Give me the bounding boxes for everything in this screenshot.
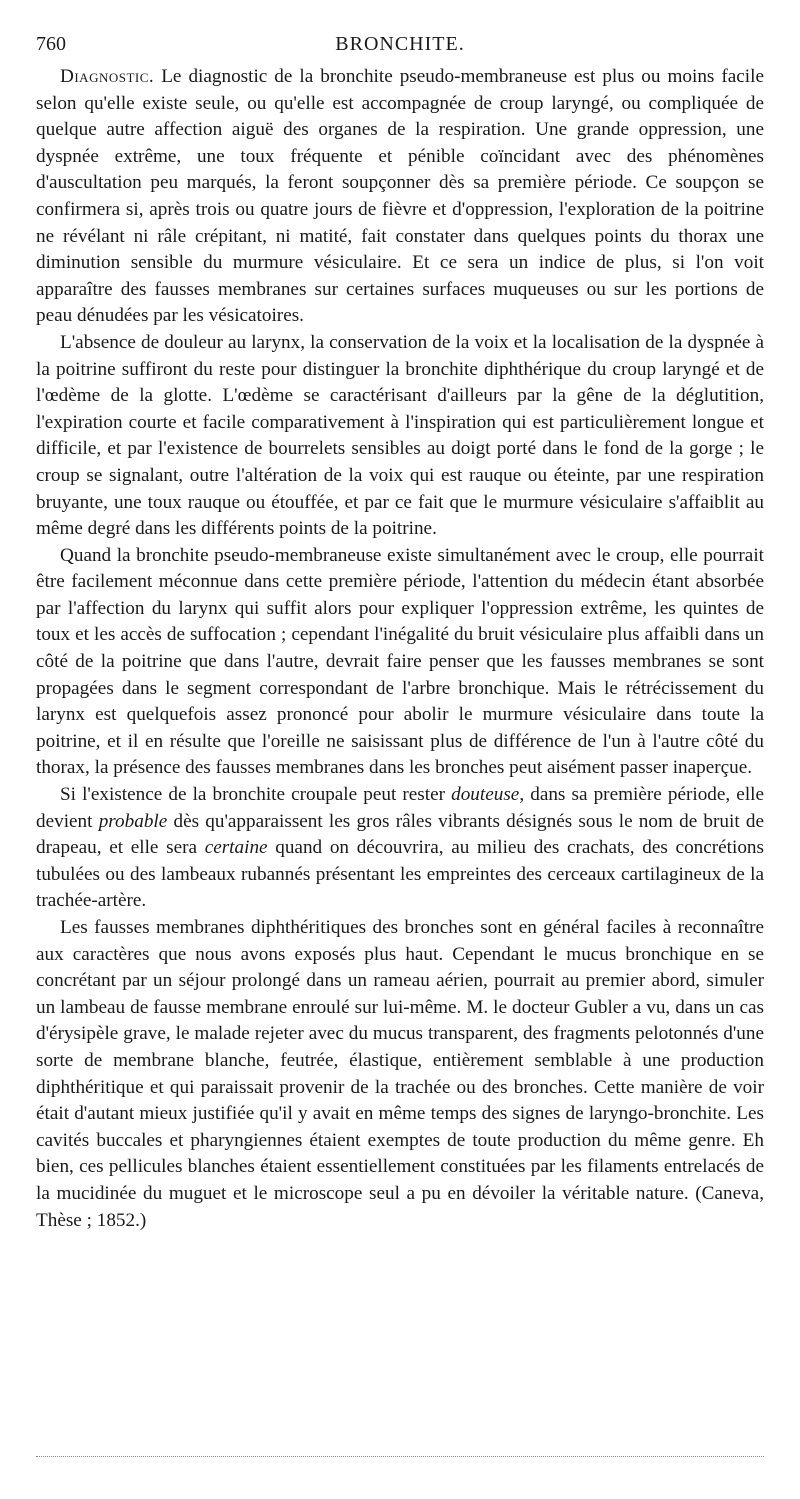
paragraph-differential — [36, 330, 764, 543]
running-head — [36, 30, 764, 58]
italic-term: certaine — [204, 837, 268, 859]
paragraph-text: Si l'existence de la bronchite croupale peut rester — [60, 784, 452, 806]
paragraph-text: L'absence de douleur au larynx, la conservation de la voix et la localisation de la dyspnée à la poitrine suffiront du reste pour distinguer la bronchite diphthérique du croup laryngé et de l'œdème de la glotte. L'œdème se caractérisant d'ailleurs par la gêne de la déglutition, l'expiration courte et facile comparativement à l'inspiration qui est particulièrement longue et difficile, et par l'existence de bourrelets sensibles au doigt porté dans le fond de la gorge ; le croup se signalant, outre l'altération de la voix qui est rauque ou éteinte, par une respiration bruyante, une toux rauque ou étouffée, et par ce fait que le murmure vésiculaire s'affaiblit au même degré dans les différents points de la poitrine. — [36, 331, 764, 540]
page-bottom-rule — [36, 1456, 764, 1457]
paragraph-text: Le diagnostic de la bronchite pseudo-membraneuse est plus ou moins facile selon qu'elle existe seule, ou qu'elle est accompagnée de croup laryngé, ou compliquée de quelque autre affection aiguë des organes de la respiration. Une grande oppression, une dyspnée extrême, une toux fréquente et pénible coïncidant avec des phénomènes d'auscultation peu marqués, la feront soupçonner dès sa première période. Ce soupçon se confirmera si, après trois ou quatre jours de fièvre et d'oppression, l'exploration de la poitrine ne révélant ni râle crépitant, ni matité, fait constater dans quelques points du thorax une diminution sensible du murmure vésiculaire. Et ce sera un indice de plus, si l'on voit apparaître des fausses membranes sur certaines surfaces muqueuses ou sur les portions de peau dénudées par les vésicatoires. — [36, 66, 764, 327]
paragraph-text: Les fausses membranes diphthéritiques des bronches sont en général faciles à reconnaître aux caractères que nous avons exposés plus haut. Cependant le mucus bronchique en se concrétant par un séjour prolongé dans un rameau aérien, pourrait au premier abord, simuler un lambeau de fausse membrane enroulé sur lui-même. M. le docteur Gubler a vu, dans un cas d'érysipèle grave, le malade rejeter avec du mucus transparent, des fragments pelotonnés d'une sorte de membrane blanche, feutrée, élastique, entièrement semblable à une production diphthéritique et qui paraissait provenir de la trachée ou des bronches. Cette manière de voir était d'autant mieux justifiée qu'il y avait en même temps des signes de laryngo-bronchite. Les cavités buccales et pharyngiennes étaient exemptes de toute production du même genre. Eh bien, ces pellicules blanches étaient essentiellement constituées par les filaments entrelacés de la mucidinée du muguet et le microscope seul a pu en dévoiler la véritable nature. (Caneva, Thèse ; 1852.) — [36, 917, 764, 1231]
italic-term: douteuse — [451, 784, 520, 806]
page-number: 760 — [36, 33, 66, 55]
paragraph-diagnostic — [36, 64, 764, 330]
paragraph-text: dès qu'apparaissent les gros râles vibrants désignés sous le nom de bruit de drapeau, et elle sera — [36, 810, 764, 859]
italic-term: probable — [98, 810, 168, 832]
running-title: BRONCHITE. — [335, 33, 465, 55]
paragraph-false-membranes — [36, 915, 764, 1234]
page — [36, 30, 764, 1234]
paragraph-certainty — [36, 782, 764, 915]
paragraph-text: , dans sa première période, elle devient — [36, 784, 764, 832]
paragraph-with-croup — [36, 543, 764, 782]
paragraph-text: quand on découvrira, au milieu des crachats, des concrétions tubulées ou des lambeaux rubannés présentant les empreintes des cerceaux cartilagineux de la trachée-artère. — [36, 837, 764, 912]
section-heading: Diagnostic. — [60, 66, 155, 87]
body-text — [36, 64, 764, 1234]
paragraph-text: Quand la bronchite pseudo-membraneuse existe simultanément avec le croup, elle pourrait être facilement méconnue dans cette première période, l'attention du médecin étant absorbée par l'affection du larynx qui suffit alors pour expliquer l'oppression extrême, les quintes de toux et les accès de suffocation ; cependant l'inégalité du bruit vésiculaire plus affaibli dans un côté de la poitrine que dans l'autre, devrait faire penser que les fausses membranes se sont propagées dans le segment correspondant de l'arbre bronchique. Mais le rétrécissement du larynx est quelquefois assez prononcé pour abolir le murmure vésiculaire dans toute la poitrine, et il en résulte que l'oreille ne saisissant plus de différence de l'un à l'autre côté du thorax, la présence des fausses membranes dans les bronches peut aisément passer inaperçue. — [36, 544, 764, 779]
